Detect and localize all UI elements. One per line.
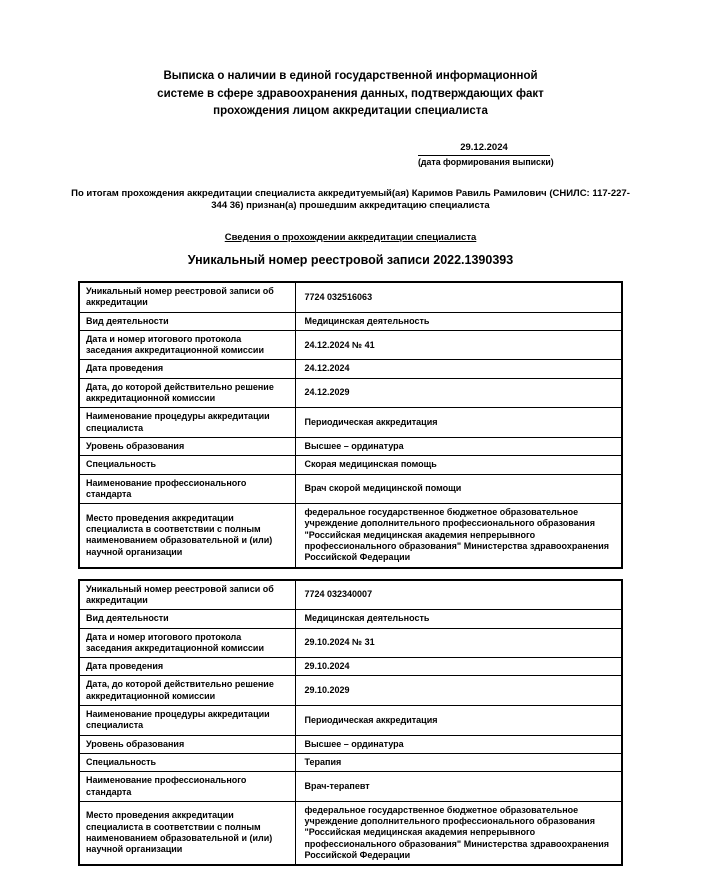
table-row (79, 580, 622, 610)
table-row (79, 801, 622, 865)
row-value: Периодическая аккредитация (295, 706, 622, 736)
table-row (79, 706, 622, 736)
extract-date: 29.12.2024 (418, 142, 550, 156)
row-label: Специальность (79, 753, 295, 771)
table-row (79, 676, 622, 706)
row-value: 24.12.2024 (295, 360, 622, 378)
row-label: Дата, до которой действительно решение аккредитационной комиссии (79, 378, 295, 408)
registry-number-heading: Уникальный номер реестровой записи 2022.1390393 (187, 253, 514, 267)
section-heading: Сведения о прохождении аккредитации специалиста (224, 232, 477, 243)
row-value: федеральное государственное бюджетное образовательное учреждение дополнительного профессионального образования "Российская медицинская академия непрерывного профессионального образования" Министерства здравоохранения Российской Федерации (295, 801, 622, 865)
row-value: 29.10.2024 (295, 658, 622, 676)
extract-date-caption: (дата формирования выписки) (418, 157, 554, 167)
row-value: Врач скорой медицинской помощи (295, 474, 622, 504)
page-title-line-1: Выписка о наличии в единой государственной информационной (163, 70, 538, 82)
row-label: Уникальный номер реестровой записи об аккредитации (79, 580, 295, 610)
row-value: Врач-терапевт (295, 772, 622, 802)
table-row (79, 456, 622, 474)
row-label: Вид деятельности (79, 610, 295, 628)
row-value: Скорая медицинская помощь (295, 456, 622, 474)
table-row (79, 378, 622, 408)
page-title (101, 68, 601, 121)
table-row (79, 772, 622, 802)
table-row (79, 330, 622, 360)
row-label: Наименование профессионального стандарта (79, 474, 295, 504)
row-label: Наименование профессионального стандарта (79, 772, 295, 802)
row-label: Специальность (79, 456, 295, 474)
table-row (79, 610, 622, 628)
row-value: 29.10.2024 № 31 (295, 628, 622, 658)
accreditation-table-1 (78, 281, 623, 569)
table-row (79, 474, 622, 504)
row-value: Медицинская деятельность (295, 312, 622, 330)
row-label: Наименование процедуры аккредитации специалиста (79, 408, 295, 438)
table-row (79, 312, 622, 330)
accreditation-table-2 (78, 579, 623, 867)
row-label: Уровень образования (79, 735, 295, 753)
row-label: Дата проведения (79, 360, 295, 378)
row-value: 7724 032340007 (295, 580, 622, 610)
row-value: 24.12.2024 № 41 (295, 330, 622, 360)
intro-paragraph: По итогам прохождения аккредитации специалиста аккредитуемый(ая) Каримов Равиль Рамилович (СНИЛС: 117-227-344 36) признан(а) прошедшим аккредитацию специалиста (71, 188, 630, 211)
row-label: Место проведения аккредитации специалиста в соответствии с полным наименованием образовательной и (или) научной организации (79, 801, 295, 865)
extract-date-block (418, 141, 554, 168)
row-label: Дата, до которой действительно решение аккредитационной комиссии (79, 676, 295, 706)
table-row (79, 437, 622, 455)
row-value: 29.10.2029 (295, 676, 622, 706)
table-row (79, 753, 622, 771)
table-row (79, 735, 622, 753)
row-label: Дата проведения (79, 658, 295, 676)
row-label: Вид деятельности (79, 312, 295, 330)
row-label: Дата и номер итогового протокола заседания аккредитационной комиссии (79, 330, 295, 360)
row-value: федеральное государственное бюджетное образовательное учреждение дополнительного профессионального образования "Российская медицинская академия непрерывного профессионального образования" Министерства здравоохранения Российской Федерации (295, 504, 622, 568)
page-title-line-3: прохождения лицом аккредитации специалиста (213, 105, 488, 117)
table-row (79, 408, 622, 438)
row-value: Высшее – ординатура (295, 735, 622, 753)
row-value: Терапия (295, 753, 622, 771)
table-row (79, 628, 622, 658)
row-label: Уникальный номер реестровой записи об аккредитации (79, 282, 295, 312)
table-row (79, 658, 622, 676)
row-label: Дата и номер итогового протокола заседания аккредитационной комиссии (79, 628, 295, 658)
row-value: Периодическая аккредитация (295, 408, 622, 438)
row-value: 7724 032516063 (295, 282, 622, 312)
row-value: Высшее – ординатура (295, 437, 622, 455)
row-value: Медицинская деятельность (295, 610, 622, 628)
row-label: Наименование процедуры аккредитации специалиста (79, 706, 295, 736)
row-label: Уровень образования (79, 437, 295, 455)
page-title-line-2: системе в сфере здравоохранения данных, подтверждающих факт (157, 87, 544, 100)
table-row (79, 282, 622, 312)
row-label: Место проведения аккредитации специалиста в соответствии с полным наименованием образовательной и (или) научной организации (79, 504, 295, 568)
table-row (79, 504, 622, 568)
row-value: 24.12.2029 (295, 378, 622, 408)
table-row (79, 360, 622, 378)
